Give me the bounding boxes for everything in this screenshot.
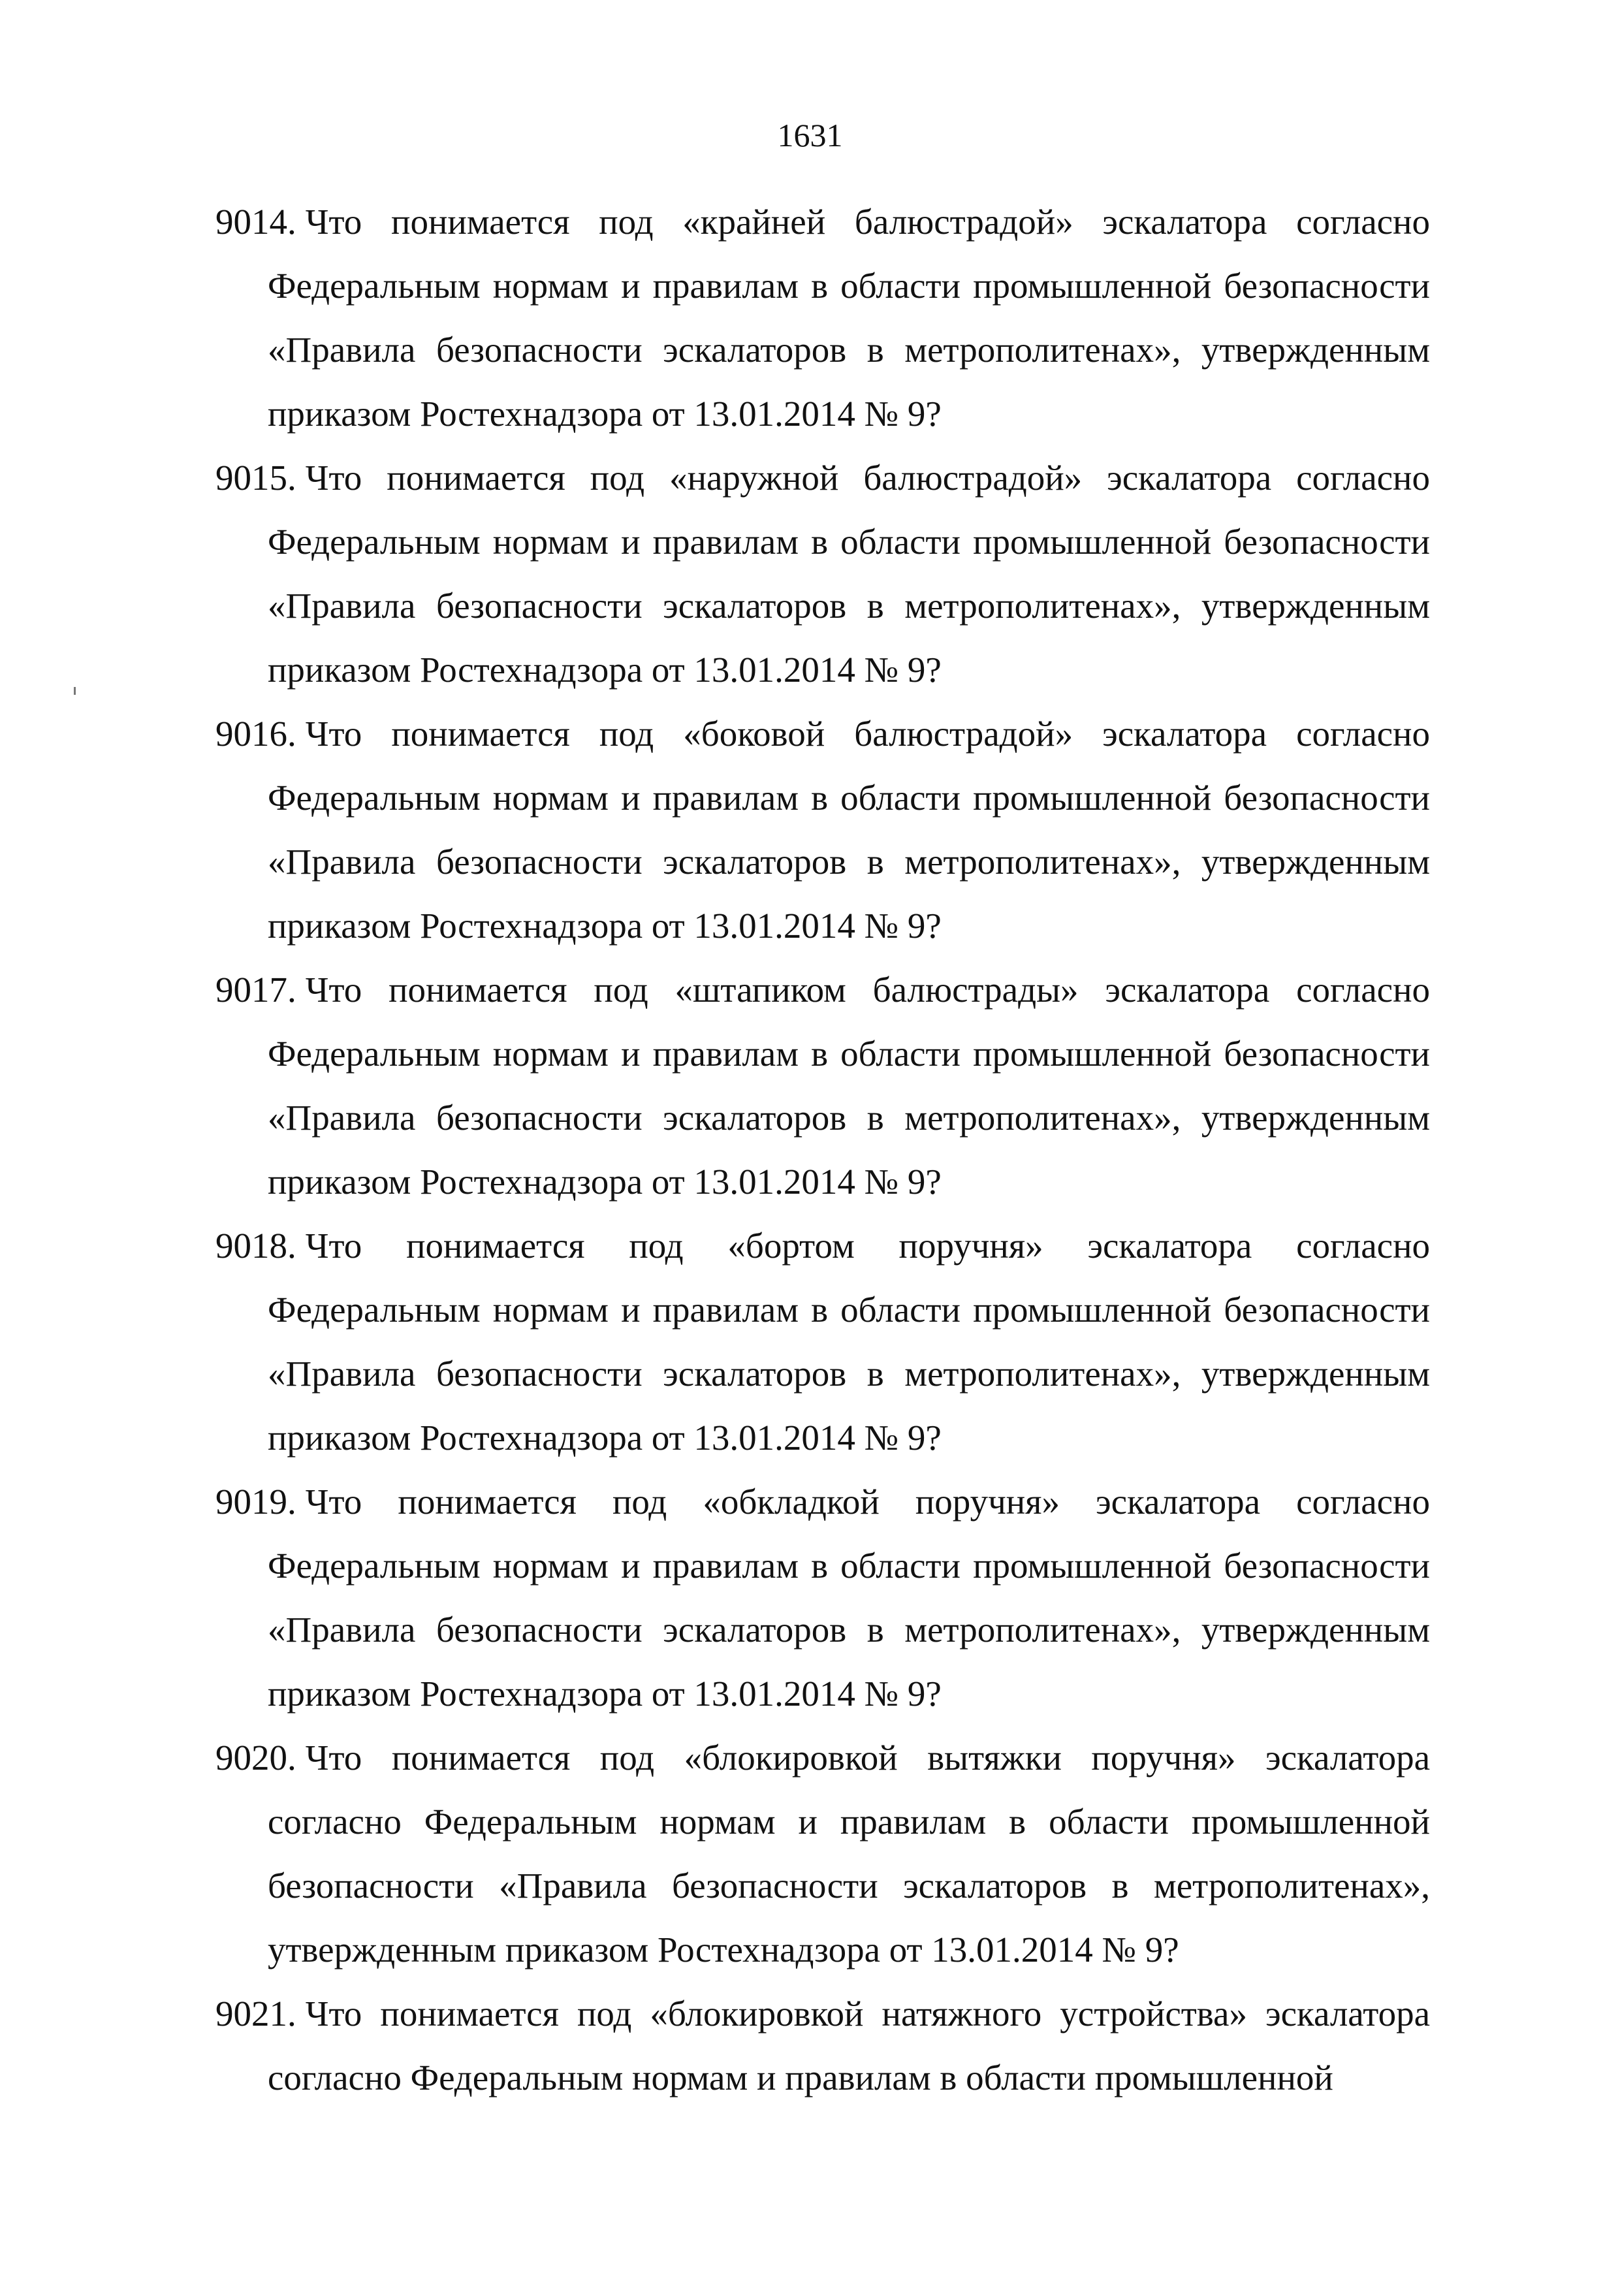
page-number: 1631 xyxy=(777,117,843,153)
question-number: 9021. xyxy=(215,1994,296,2033)
question-text: Что понимается под «боковой балюстрадой» эскалатора согласно Федеральным нормам и правилам в области промышленной безопасности «Правила безопасности эскалаторов в метрополитенах», утвержденным приказом Ростехнадзора от 13.01.2014 № 9? xyxy=(268,714,1430,946)
question-item xyxy=(215,1470,1430,1726)
question-text: Что понимается под «штапиком балюстрады» эскалатора согласно Федеральным нормам и правилам в области промышленной безопасности «Правила безопасности эскалаторов в метрополитенах», утвержденным приказом Ростехнадзора от 13.01.2014 № 9? xyxy=(268,970,1430,1202)
question-number: 9019. xyxy=(215,1482,296,1522)
question-item xyxy=(215,446,1430,702)
question-item xyxy=(215,702,1430,958)
question-number: 9014. xyxy=(215,202,296,242)
question-item xyxy=(215,958,1430,1214)
question-item xyxy=(215,1214,1430,1470)
question-text: Что понимается под «обкладкой поручня» эскалатора согласно Федеральным нормам и правилам в области промышленной безопасности «Правила безопасности эскалаторов в метрополитенах», утвержденным приказом Ростехнадзора от 13.01.2014 № 9? xyxy=(268,1482,1430,1714)
question-number: 9020. xyxy=(215,1738,296,1778)
scan-speck xyxy=(74,687,76,695)
question-list xyxy=(215,190,1430,2110)
question-text: Что понимается под «блокировкой вытяжки поручня» эскалатора согласно Федеральным нормам и правилам в области промышленной безопасности «Правила безопасности эскалаторов в метрополитенах», утвержденным приказом Ростехнадзора от 13.01.2014 № 9? xyxy=(268,1738,1430,1969)
question-text: Что понимается под «блокировкой натяжного устройства» эскалатора согласно Федеральным нормам и правилам в области промышленной xyxy=(268,1994,1430,2097)
question-number: 9016. xyxy=(215,714,296,754)
question-item xyxy=(215,1726,1430,1982)
question-text: Что понимается под «наружной балюстрадой» эскалатора согласно Федеральным нормам и правилам в области промышленной безопасности «Правила безопасности эскалаторов в метрополитенах», утвержденным приказом Ростехнадзора от 13.01.2014 № 9? xyxy=(268,458,1430,690)
question-text: Что понимается под «бортом поручня» эскалатора согласно Федеральным нормам и правилам в области промышленной безопасности «Правила безопасности эскалаторов в метрополитенах», утвержденным приказом Ростехнадзора от 13.01.2014 № 9? xyxy=(268,1226,1430,1458)
question-number: 9017. xyxy=(215,970,296,1010)
question-item xyxy=(215,1982,1430,2110)
question-number: 9018. xyxy=(215,1226,296,1266)
question-number: 9015. xyxy=(215,458,296,498)
question-text: Что понимается под «крайней балюстрадой» эскалатора согласно Федеральным нормам и правилам в области промышленной безопасности «Правила безопасности эскалаторов в метрополитенах», утвержденным приказом Ростехнадзора от 13.01.2014 № 9? xyxy=(268,202,1430,434)
question-item xyxy=(215,190,1430,446)
